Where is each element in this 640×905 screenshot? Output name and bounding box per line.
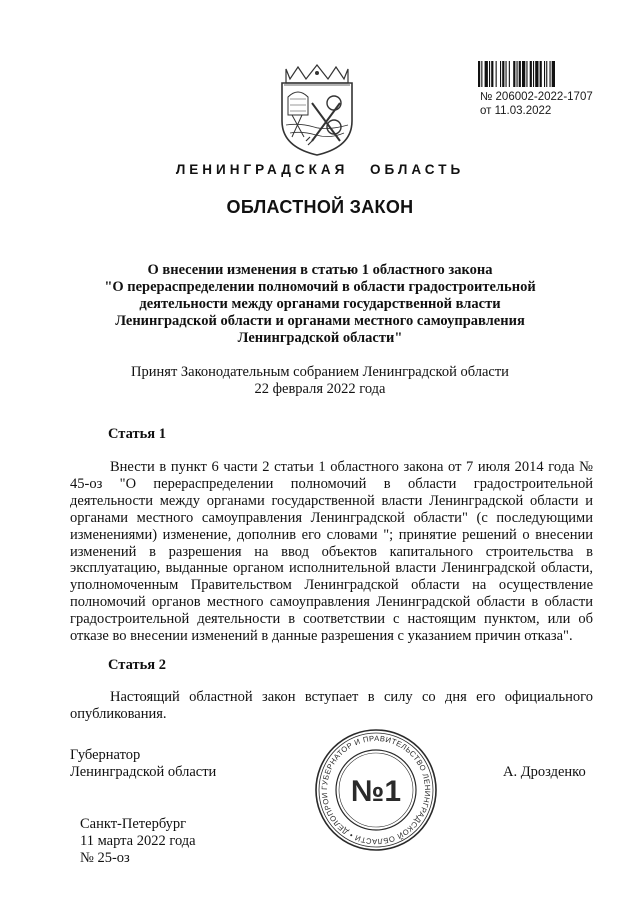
barcode-bar bbox=[535, 61, 538, 87]
signatory-region: Ленинградской области bbox=[70, 764, 217, 780]
enactment-city: Санкт-Петербург bbox=[80, 816, 187, 832]
barcode-bar bbox=[544, 61, 545, 87]
official-seal-icon bbox=[312, 726, 440, 854]
seal-center-number: №1 bbox=[350, 775, 402, 808]
law-title-line: Ленинградской области" bbox=[237, 330, 403, 346]
barcode-bar bbox=[491, 61, 493, 87]
barcode-bar bbox=[517, 61, 518, 87]
article-2-text: Настоящий областной закон вступает в силу со дня его официального опубликования. bbox=[70, 689, 593, 722]
barcode-bar bbox=[546, 61, 547, 87]
enactment-info bbox=[80, 816, 196, 867]
barcode-bar bbox=[522, 61, 525, 87]
article-1-text: Внести в пункт 6 части 2 статьи 1 областного закона от 7 июля 2014 года № 45-оз "О перераспределении полномочий в области градостроительной деятельности между органами государственной власти Ленинградской области и органами местного самоуправления Ленинградской области" (с последующими изменениями) изменение, дополнив его словами "; принятие решений о внесении изменений в разрешения на ввод объектов капитального строительства в эксплуатацию, выданные органом исполнительной власти Ленинградской области, уполномоченным Правительством Ленинградской области на осуществление полномочий органов местного самоуправления Ленинградской области в области градостроительной деятельности в соответствии с настоящим пунктом, или об отказе во внесении изменений в данные разрешения с указанием причин отказа". bbox=[70, 459, 593, 645]
adoption-note bbox=[60, 364, 580, 398]
barcode-icon bbox=[478, 61, 596, 87]
barcode-bar bbox=[481, 61, 482, 87]
barcode-bar bbox=[478, 61, 480, 87]
barcode-bar bbox=[513, 61, 515, 87]
registration-date: от 11.03.2022 bbox=[480, 105, 552, 117]
barcode-bar bbox=[509, 61, 510, 87]
barcode-bar bbox=[552, 61, 555, 87]
adoption-body: Принят Законодательным собранием Ленинградской области bbox=[131, 364, 509, 380]
barcode-bar bbox=[500, 61, 501, 87]
law-title-line: О внесении изменения в статью 1 областного закона bbox=[147, 262, 493, 278]
signatory-name: А. Дрозденко bbox=[503, 764, 586, 780]
law-title-line: "О перераспределении полномочий в области градостроительной bbox=[104, 279, 536, 295]
barcode-bar bbox=[489, 61, 490, 87]
document-type-heading: ОБЛАСТНОЙ ЗАКОН bbox=[226, 197, 414, 217]
law-title-line: деятельности между органами государственной власти bbox=[139, 296, 501, 312]
barcode-bar bbox=[519, 61, 521, 87]
barcode-bar bbox=[533, 61, 534, 87]
law-title-line: Ленинградской области и органами местного самоуправления bbox=[115, 313, 525, 329]
barcode-bar bbox=[530, 61, 532, 87]
barcode-bar bbox=[502, 61, 504, 87]
law-title bbox=[60, 262, 580, 347]
signatory-title: Губернатор bbox=[70, 747, 141, 763]
region-heading: ЛЕНИНГРАДСКАЯ ОБЛАСТЬ bbox=[175, 162, 465, 177]
coat-of-arms-icon bbox=[276, 63, 358, 157]
barcode-bar bbox=[550, 61, 551, 87]
seal-ring-text: ГУБЕРНАТОР И ПРАВИТЕЛЬСТВО ЛЕНИНГРАДСКОЙ ОБЛАСТИ • ДЕЛОПРОИ bbox=[319, 733, 433, 847]
registration-info bbox=[480, 90, 593, 118]
article-2-heading: Статья 2 bbox=[108, 657, 166, 673]
barcode-bar bbox=[496, 61, 497, 87]
barcode-bar bbox=[526, 61, 527, 87]
registration-number: № 206002-2022-1707 bbox=[480, 91, 593, 103]
enactment-date: 11 марта 2022 года bbox=[80, 833, 196, 849]
barcode-bar bbox=[540, 61, 542, 87]
law-number: № 25-оз bbox=[80, 850, 130, 866]
adoption-date: 22 февраля 2022 года bbox=[254, 381, 386, 397]
article-1-heading: Статья 1 bbox=[108, 426, 166, 442]
barcode-bar bbox=[485, 61, 488, 87]
signatory-position bbox=[70, 747, 216, 781]
barcode-bar bbox=[506, 61, 507, 87]
